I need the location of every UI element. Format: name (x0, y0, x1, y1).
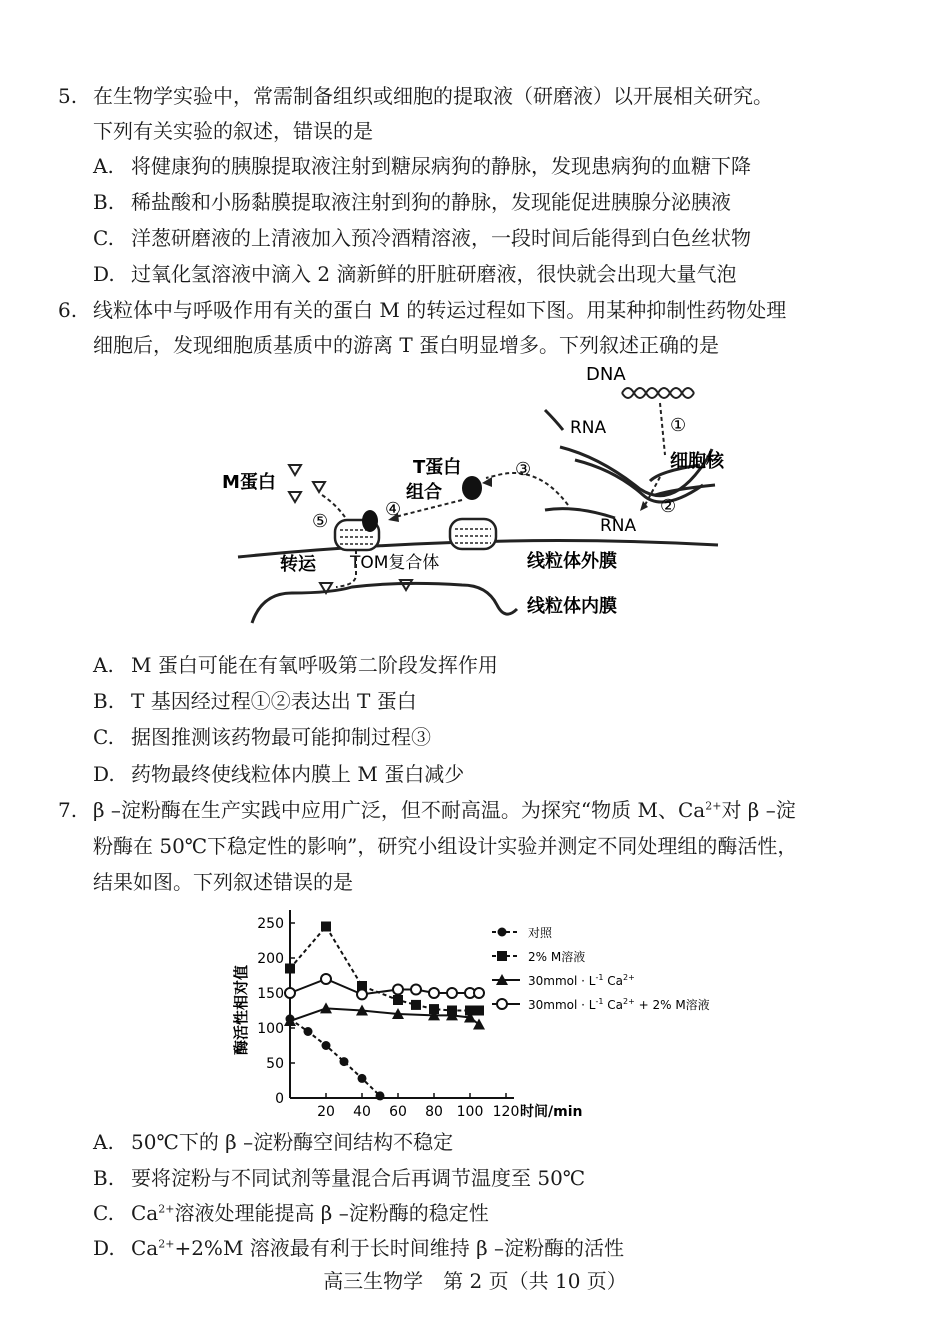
q5-stem-line2: 下列有关实验的叙述，错误的是 (93, 119, 373, 143)
t-complex-label-2: 组合 (406, 482, 442, 503)
tom-label: TOM复合体 (350, 553, 440, 573)
m-protein-label: M蛋白 (222, 472, 276, 493)
data-point (321, 974, 331, 984)
t-protein-complex (462, 476, 482, 500)
y-tick-label: 0 (275, 1091, 284, 1107)
legend-label: 30mmol · $L^{-1}$ $Ca^{2+}$ (528, 973, 635, 988)
data-point (304, 1027, 313, 1036)
q6-option-b: B. T 基因经过程①②表达出 T 蛋白 (93, 689, 417, 713)
page-footer: 高三生物学 第 2 页（共 10 页） (323, 1269, 627, 1293)
q6-number: 6. (58, 298, 78, 322)
legend-label: 2% M溶液 (528, 950, 586, 964)
q5-stem-line1: 在生物学实验中，常需制备组织或细胞的提取液（研磨液）以开展相关研究。 (93, 84, 773, 108)
step3-label: ③ (515, 459, 532, 480)
enzyme-activity-chart (220, 905, 740, 1125)
outer-membrane-label: 线粒体外膜 (527, 551, 617, 572)
rna-top-strand (545, 410, 563, 430)
step1-label: ① (670, 415, 687, 436)
inner-membrane (252, 583, 517, 623)
y-tick-label: 250 (257, 916, 284, 932)
q5-option-a: A. 将健康狗的胰腺提取液注射到糖尿病狗的静脉，发现患病狗的血糖下降 (93, 154, 751, 178)
legend-label: 30mmol · $L^{-1}$ $Ca^{2+} + 2\%$ M溶液 (528, 997, 710, 1012)
q5-option-c: C. 洋葱研磨液的上清液加入预冷酒精溶液，一段时间后能得到白色丝状物 (93, 226, 751, 250)
x-tick-label: 80 (425, 1104, 443, 1120)
data-point (497, 999, 507, 1009)
rna-bottom-label: RNA (600, 516, 637, 536)
step5-label: ⑤ (312, 511, 329, 532)
data-point (411, 985, 421, 995)
q6-option-c: C. 据图推测该药物最可能抑制过程③ (93, 725, 431, 749)
q5-option-b: B. 稀盐酸和小肠黏膜提取液注射到狗的静脉，发现能促进胰腺分泌胰液 (93, 190, 731, 214)
q7-number: 7. (58, 798, 78, 822)
x-tick-label: 60 (389, 1104, 407, 1120)
x-tick-label: 40 (353, 1104, 371, 1120)
y-tick-label: 100 (257, 1021, 284, 1037)
data-point (497, 951, 507, 961)
inner-membrane-label: 线粒体内膜 (527, 596, 617, 617)
q5-option-d: D. 过氧化氢溶液中滴入 2 滴新鲜的肝脏研磨液，很快就会出现大量气泡 (93, 262, 737, 286)
y-axis-label: 酶活性相对值 (232, 964, 250, 1055)
data-point (411, 1000, 421, 1010)
nucleus-label: 细胞核 (670, 451, 724, 472)
q6-stem-line1: 线粒体中与呼吸作用有关的蛋白 M 的转运过程如下图。用某种抑制性药物处理 (93, 298, 787, 322)
data-point (474, 988, 484, 998)
rna-top-label: RNA (570, 418, 607, 438)
step2-label: ② (660, 496, 677, 517)
y-tick-label: 200 (257, 951, 284, 967)
x-tick-label: 100 (456, 1104, 484, 1120)
transport-label: 转运 (280, 554, 316, 575)
q7-option-b: B. 要将淀粉与不同试剂等量混合后再调节温度至 50℃ (93, 1166, 586, 1190)
m-protein-triangle (289, 465, 301, 475)
series-line-0 (290, 1019, 380, 1096)
q7-option-a: A. 50℃下的 β –淀粉酶空间结构不稳定 (93, 1130, 454, 1154)
q7-stem-line1: β –淀粉酶在生产实践中应用广泛，但不耐高温。为探究“物质 M、$Ca^{2+}$对 β –淀 (93, 798, 796, 822)
mitochondria-transport-diagram (0, 355, 950, 645)
x-tick-label: 20 (317, 1104, 335, 1120)
data-point (285, 988, 295, 998)
data-point (376, 1091, 385, 1100)
data-point (474, 1006, 484, 1016)
tom-complex-right (450, 519, 496, 549)
q7-stem-line2: 粉酶在 50℃下稳定性的影响”，研究小组设计实验并测定不同处理组的酶活性， (93, 834, 798, 858)
step4-label: ④ (385, 499, 402, 520)
q6-stem-line2: 细胞后，发现细胞质基质中的游离 T 蛋白明显增多。下列叙述正确的是 (93, 333, 720, 357)
data-point (340, 1057, 349, 1066)
data-point (393, 995, 403, 1005)
data-point (429, 988, 439, 998)
data-point (322, 1041, 331, 1050)
data-point (321, 922, 331, 932)
data-point (498, 928, 507, 937)
data-point (357, 989, 367, 999)
legend-label: 对照 (528, 926, 553, 940)
q6-option-d: D. 药物最终使线粒体内膜上 M 蛋白减少 (93, 762, 465, 786)
q6-option-a: A. M 蛋白可能在有氧呼吸第二阶段发挥作用 (93, 653, 498, 677)
data-point (285, 964, 295, 974)
q7-option-c: C. $Ca^{2+}$溶液处理能提高 β –淀粉酶的稳定性 (93, 1201, 489, 1225)
t-complex-label-1: T蛋白 (413, 457, 462, 478)
y-tick-label: 50 (266, 1056, 284, 1072)
data-point (358, 1074, 367, 1083)
q7-stem-line3: 结果如图。下列叙述错误的是 (93, 870, 353, 894)
x-axis-label: 时间/min (520, 1104, 583, 1120)
data-point (447, 988, 457, 998)
y-tick-label: 150 (257, 986, 284, 1002)
q7-option-d: D. $Ca^{2+}+2\%M$ 溶液最有利于长时间维持 β –淀粉酶的活性 (93, 1236, 625, 1260)
dna-label: DNA (586, 364, 626, 385)
data-point (393, 985, 403, 995)
x-tick-label: 120 (492, 1104, 520, 1120)
q5-number: 5. (58, 84, 78, 108)
